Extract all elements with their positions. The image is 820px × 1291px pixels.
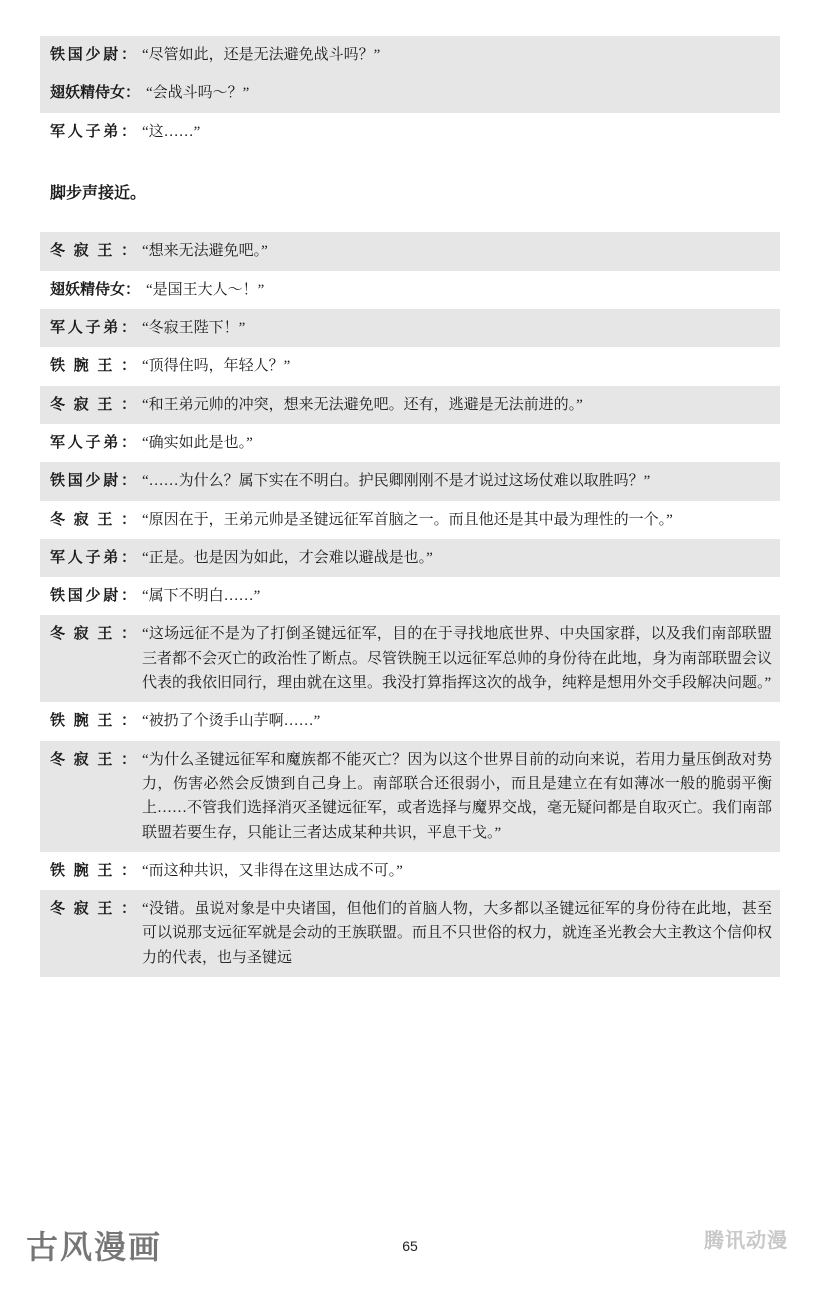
speaker-label: 冬寂王： xyxy=(50,626,136,643)
dialogue-row xyxy=(40,702,780,740)
dialogue-row xyxy=(40,309,780,347)
dialogue-line: “会战斗吗～？” xyxy=(146,85,250,102)
speaker-label: 军人子弟： xyxy=(50,434,136,451)
speaker-label: 冬寂王： xyxy=(50,751,136,768)
speaker-label: 冬寂王： xyxy=(50,901,136,918)
dialogue-row xyxy=(40,462,780,500)
dialogue-row xyxy=(40,852,780,890)
dialogue-line: “是国王大人～！” xyxy=(146,281,265,298)
speaker-label: 铁腕王： xyxy=(50,862,136,879)
dialogue-row xyxy=(40,347,780,385)
watermark-left: 古风漫画 xyxy=(26,1229,163,1265)
dialogue-line: “想来无法避免吧。” xyxy=(142,243,268,260)
dialogue-line: “……为什么？属下实在不明白。护民卿刚刚不是才说过这场仗难以取胜吗？” xyxy=(142,473,651,490)
dialogue-line: “正是。也是因为如此，才会难以避战是也。” xyxy=(142,549,433,566)
dialogue-row xyxy=(40,386,780,424)
dialogue-row xyxy=(40,501,780,539)
dialogue-row xyxy=(40,741,780,852)
dialogue-line: “这场远征不是为了打倒圣键远征军，目的在于寻找地底世界、中央国家群，以及我们南部联盟三者都不会灭亡的政治性了断点。尽管铁腕王以远征军总帅的身份待在此地，身为南部联盟会议代表的我依旧同行，理由就在这里。我没打算指挥这次的战争，纯粹是想用外交手段解决问题。” xyxy=(142,626,773,692)
watermark-right: 腾讯动漫 xyxy=(700,1222,792,1255)
dialogue-line: “顶得住吗，年轻人？” xyxy=(142,358,291,375)
dialogue-group-main xyxy=(40,232,780,977)
dialogue-line: “这……” xyxy=(142,123,201,140)
speaker-label: 军人子弟： xyxy=(50,549,136,566)
page-number: 65 xyxy=(402,1238,418,1254)
dialogue-line: “冬寂王陛下！” xyxy=(142,320,246,337)
dialogue-line: “原因在于，王弟元帅是圣键远征军首脑之一。而且他还是其中最为理性的一个。” xyxy=(142,511,673,528)
dialogue-row xyxy=(40,890,780,977)
dialogue-row xyxy=(40,113,780,151)
dialogue-line: “为什么圣键远征军和魔族都不能灭亡？因为以这个世界目前的动向来说，若用力量压倒敌对势力，伤害必然会反馈到自己身上。南部联合还很弱小，而且是建立在有如薄冰一般的脆弱平衡上……不管我们选择消灭圣键远征军，或者选择与魔界交战，毫无疑问都是自取灭亡。我们南部联盟若要生存，只能让三者达成某种共识，平息干戈。” xyxy=(142,751,773,841)
narration-text: 脚步声接近。 xyxy=(50,184,147,202)
dialogue-content xyxy=(40,36,780,977)
dialogue-line: “确实如此是也。” xyxy=(142,434,253,451)
dialogue-line: “被扔了个烫手山芋啊……” xyxy=(142,713,321,730)
dialogue-row xyxy=(40,615,780,702)
speaker-label: 铁国少尉： xyxy=(50,47,136,63)
dialogue-row xyxy=(40,232,780,270)
speaker-label: 军人子弟： xyxy=(50,123,136,140)
speaker-label: 翅妖精侍女： xyxy=(50,281,141,298)
speaker-label: 冬寂王： xyxy=(50,511,136,528)
speaker-label: 冬寂王： xyxy=(50,396,136,413)
dialogue-line: “属下不明白……” xyxy=(142,588,261,605)
dialogue-row xyxy=(40,577,780,615)
dialogue-row xyxy=(40,271,780,309)
dialogue-line: “和王弟元帅的冲突，想来无法避免吧。还有，逃避是无法前进的。” xyxy=(142,396,583,413)
speaker-label: 铁腕王： xyxy=(50,713,136,730)
speaker-label: 冬寂王： xyxy=(50,243,136,260)
dialogue-group-top xyxy=(40,36,780,151)
speaker-label: 铁腕王： xyxy=(50,358,136,375)
dialogue-row xyxy=(40,424,780,462)
dialogue-row xyxy=(40,539,780,577)
dialogue-line: “没错。虽说对象是中央诸国，但他们的首脑人物，大多都以圣键远征军的身份待在此地，甚至可以说那支远征军就是会动的王族联盟。而且不只世俗的权力，就连圣光教会大主教这个信仰权力的代表，也与圣键远 xyxy=(142,901,773,966)
dialogue-line: “尽管如此，还是无法避免战斗吗？” xyxy=(142,47,381,63)
dialogue-row xyxy=(40,36,780,74)
speaker-label: 翅妖精侍女： xyxy=(50,85,141,102)
speaker-label: 铁国少尉： xyxy=(50,473,136,490)
speaker-label: 铁国少尉： xyxy=(50,588,136,605)
dialogue-line: “而这种共识，又非得在这里达成不可。” xyxy=(142,862,403,879)
dialogue-row xyxy=(40,74,780,112)
speaker-label: 军人子弟： xyxy=(50,320,136,337)
